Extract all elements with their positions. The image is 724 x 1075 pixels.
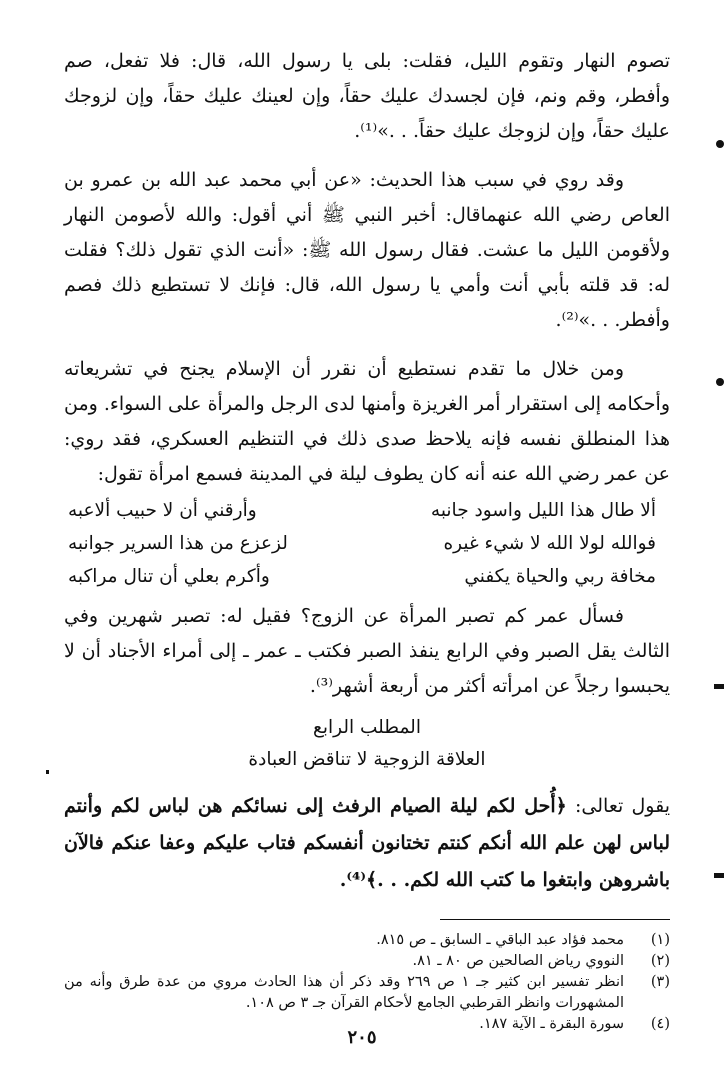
poem-verse-1-first: ألا طال هذا الليل واسود جانبه — [430, 500, 656, 521]
section-heading: المطلب الرابع — [313, 717, 421, 738]
footnote — [64, 972, 670, 1014]
scan-mark — [46, 770, 49, 774]
poem-verse-3-first: مخافة ربي والحياة يكفني — [464, 566, 656, 587]
poem-verse-1-second: وأرقني أن لا حبيب ألاعبه — [68, 500, 257, 521]
footnote-text: النووي رياض الصالحين ص ٨٠ ـ ٨١. — [412, 953, 624, 969]
paragraph-4: فسأل عمر كم تصبر المرأة عن الزوج؟ فقيل له: تصبر شهرين وفي الثالث يقل الصبر وفي الرابع ينفذ الصبر فكتب ـ عمر ـ إلى أمراء الأجناد أن لا يحبسوا رجلاً عن امرأته أكثر من أربعة أشهر⁽³⁾. — [64, 605, 670, 697]
section-subheading: العلاقة الزوجية لا تناقض العبادة — [248, 749, 486, 770]
scan-mark — [716, 140, 724, 148]
footnote-text: سورة البقرة ـ الآية ١٨٧. — [479, 1016, 624, 1032]
paragraph-3: ومن خلال ما تقدم نستطيع أن نقرر أن الإسلام يجنح في تشريعاته وأحكامه إلى استقرار أمر الغريزة وأمنها لدى الرجل والمرأة على السواء. ومن هذا المنطلق نفسه فإنه يلاحظ صدى ذلك في التنظيم العسكري، فقد روي: عن عمر رضي الله عنه أنه كان يطوف ليلة في المدينة فسمع امرأة تقول: — [64, 358, 670, 485]
footnote-number: (٣) — [650, 974, 670, 990]
poem — [68, 494, 656, 593]
quran-text: ﴿أُحل لكم ليلة الصيام الرفث إلى نسائكم هن لباس لكم وأنتم لباس لهن علم الله أنكم كنتم تختانون أنفسكم فتاب عليكم وعفا عنكم فالآن باشروهن وابتغوا ما كتب الله لكم. . .﴾⁽⁴⁾. — [64, 795, 670, 891]
footnote-divider — [440, 919, 670, 920]
footnote-number: (١) — [650, 932, 670, 948]
scan-mark — [714, 873, 724, 878]
quran-verse — [64, 788, 670, 899]
page-body — [64, 44, 670, 1035]
footnotes — [64, 930, 670, 1035]
poem-verse-2-first: فوالله لولا الله لا شيء غيره — [443, 533, 656, 554]
footnote — [64, 930, 670, 951]
poem-verse-2-second: لزعزع من هذا السرير جوانبه — [68, 533, 288, 554]
scan-mark — [714, 684, 724, 689]
paragraph-2: وقد روي في سبب هذا الحديث: «عن أبي محمد عبد الله بن عمرو بن العاص رضي الله عنهماقال: أخبر النبي ﷺ أني أقول: والله لأصومن النهار ولأقومن الليل ما عشت. فقال رسول الله ﷺ: «أنت الذي تقول ذلك؟ فقلت له: قد قلته بأبي أنت وأمي يا رسول الله، قال: فإنك لا تستطيع ذلك فصم وأفطر. . .»⁽²⁾. — [64, 169, 670, 331]
page-number: ٢٠٥ — [347, 1027, 377, 1048]
footnote-number: (٤) — [650, 1016, 670, 1032]
paragraph-1: تصوم النهار وتقوم الليل، فقلت: بلى يا رسول الله، قال: فلا تفعل، صم وأفطر، وقم ونم، فإن لجسدك عليك حقاً، وإن لعينك عليك حقاً، وإن لزوجك عليك حقاً، وإن لزوجك عليك حقاً. . .»⁽¹⁾. — [64, 50, 670, 142]
footnote-text: محمد فؤاد عبد الباقي ـ السابق ـ ص ٨١٥. — [376, 932, 624, 948]
quran-lead: يقول تعالى: — [566, 795, 670, 817]
footnote-text: انظر تفسير ابن كثير جـ ١ ص ٢٦٩ وقد ذكر أن هذا الحادث مروي من عدة طرق وأنه من المشهورات وانظر القرطبي الجامع لأحكام القرآن جـ ٣ ص ١٠٨. — [64, 974, 625, 1011]
poem-verse-3-second: وأكرم بعلي أن تنال مراكبه — [68, 566, 270, 587]
footnote — [64, 951, 670, 972]
scan-mark — [716, 378, 724, 386]
footnote-number: (٢) — [650, 953, 670, 969]
